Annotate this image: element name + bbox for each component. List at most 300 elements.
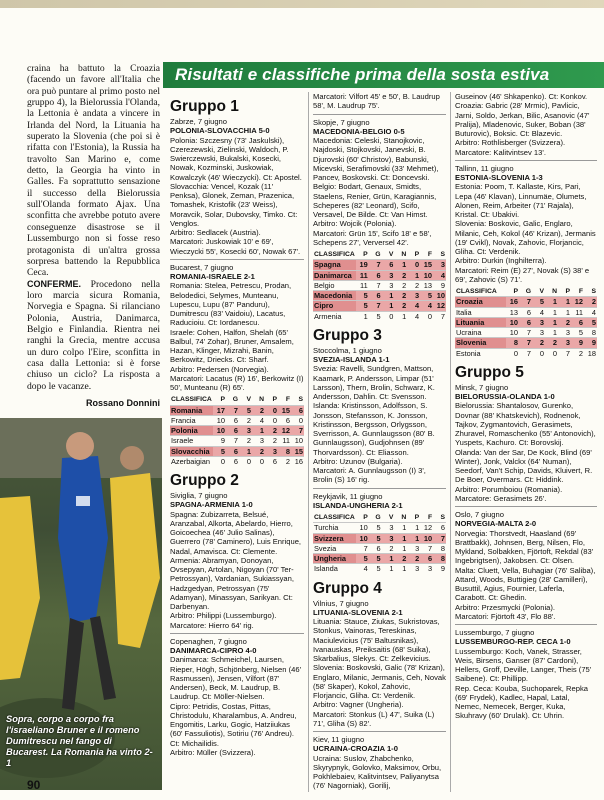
table-header-cell: CLASSIFICA	[456, 288, 497, 295]
match-title: LUSSEMBURGO-REP. CECA 1-0	[455, 637, 571, 647]
stat-cell: 16	[291, 456, 304, 466]
page-title: Risultati e classifiche prima della sosta estiva	[175, 65, 550, 84]
stat-cell: 2	[584, 297, 597, 307]
stat-cell: 5	[420, 291, 433, 301]
referee: Arbitro: Sedlacek (Austria).	[170, 228, 261, 237]
separator	[313, 488, 446, 489]
table-row	[313, 270, 446, 280]
table-header-cell: P	[220, 396, 225, 404]
column-divider	[450, 92, 451, 792]
article-paragraph-2-text: Procedono nella loro marcia sicura Romania, Norvegia e Spagna. Si rilanciano Polonia, Austria, Danimarca, Belgio e Finlandia. Rientra nei ranghi la Grecia, mentre accusa un duro colpo l'Eire, sconfitta in casa dalla Lettonia: si è forse chiuso un ciclo? La risposta a dopo le vacanze.	[27, 278, 160, 392]
table-header-cell: P	[363, 251, 368, 258]
team-name-cell: Macedonia	[313, 291, 356, 301]
match-title: NORVEGIA-MALTA 2-0	[455, 519, 537, 529]
stat-cell: 10	[420, 270, 433, 280]
stat-cell: 2	[394, 280, 407, 290]
team-name-cell: Romania	[170, 405, 213, 415]
table-row	[313, 280, 446, 290]
stat-cell: 9	[433, 564, 446, 574]
team-name-cell: Armenia	[313, 311, 356, 321]
stat-cell: 10	[356, 523, 369, 533]
match-title: SVEZIA-ISLANDA 1-1	[313, 355, 390, 364]
results-column-1	[170, 92, 304, 757]
lineup: Slovacchia: Vencel, Kozak (11' Penksa), Glonek, Zeman, Prazenica, Tomashek, Kristofik (23' Weiss), Moravcik, Solar, Dubovsky, Timko. Ct: Venglos.	[170, 181, 298, 228]
match-title: POLONIA-SLOVACCHIA 5-0	[170, 126, 270, 136]
table-header-cell: G	[232, 396, 238, 404]
table-row	[313, 260, 446, 270]
scorers: Marcatori: Fjörtoft 43', Flo 88'.	[455, 611, 556, 621]
stat-cell: 12	[433, 301, 446, 311]
table-row	[313, 311, 446, 321]
stat-cell: 5	[239, 405, 252, 415]
stat-cell: 7	[369, 260, 382, 270]
stat-cell: 3	[382, 523, 395, 533]
stat-cell: 8	[584, 328, 597, 338]
team-name-cell: Cipro	[313, 301, 356, 311]
stat-cell: 1	[394, 523, 407, 533]
stat-cell: 2	[239, 436, 252, 446]
stat-cell: 12	[420, 523, 433, 533]
stat-cell: 9	[433, 280, 446, 290]
referee: Arbitro: Durkin (Inghilterra).	[455, 256, 547, 266]
table-row	[170, 446, 304, 456]
stat-cell: 7	[433, 311, 446, 321]
stat-cell: 3	[558, 328, 571, 338]
stat-cell: 3	[407, 543, 420, 553]
team-name-cell: Belgio	[313, 280, 356, 290]
stat-cell: 3	[239, 426, 252, 436]
stat-cell: 7	[519, 348, 532, 358]
table-header-row	[170, 395, 304, 405]
scorers: Marcatori: Lacatus (R) 16', Berkowitz (I) 50', Munteanu (R) 65'.	[170, 373, 304, 392]
stat-cell: 2	[558, 317, 571, 327]
table-row	[455, 348, 597, 358]
stat-cell: 6	[433, 523, 446, 533]
stat-cell: 4	[433, 270, 446, 280]
stat-cell: 4	[420, 301, 433, 311]
stat-cell: 7	[558, 348, 571, 358]
table-header-cell: S	[591, 288, 596, 295]
stat-cell: 0	[420, 311, 433, 321]
stat-cell: 7	[369, 301, 382, 311]
table-header-cell: V	[539, 288, 544, 295]
table-header-cell: S	[440, 251, 445, 258]
team-name-cell: Azerbaigian	[170, 456, 213, 466]
match-date: Bucarest, 7 giugno	[170, 262, 234, 272]
article-body	[27, 63, 160, 392]
stat-cell: 3	[252, 436, 265, 446]
stat-cell: 0	[265, 405, 278, 415]
table-header-cell: P	[513, 288, 518, 295]
table-header-cell: G	[375, 514, 381, 521]
referee: Arbitro: Vagner (Ungheria).	[313, 700, 404, 710]
table-row	[455, 307, 597, 317]
scorers: Marcatori: Reim (E) 27', Novak (S) 38' e 69', Zahovic (S) 71'.	[455, 265, 590, 284]
match-title: MACEDONIA-BELGIO 0-5	[313, 126, 405, 136]
team-name-cell: Ungheria	[313, 554, 356, 564]
stat-cell: 6	[571, 317, 584, 327]
match-title: SPAGNA-ARMENIA 1-0	[170, 500, 253, 510]
match-date: Minsk, 7 giugno	[455, 382, 509, 392]
stat-cell: 4	[532, 307, 545, 317]
stat-cell: 5	[369, 564, 382, 574]
match-date: Reykjavik, 11 giugno	[313, 491, 383, 501]
referee: Arbitro: Przesmycki (Polonia).	[455, 602, 556, 612]
table-row	[170, 426, 304, 436]
table-header-cell: CLASSIFICA	[314, 251, 355, 258]
table-row	[170, 456, 304, 466]
table-row	[313, 301, 446, 311]
stat-cell: 11	[571, 307, 584, 317]
table-header-cell: F	[578, 288, 583, 295]
stat-cell: 8	[433, 543, 446, 553]
stat-cell: 0	[239, 456, 252, 466]
lineup: Romania: Stelea, Petrescu, Prodan, Belodedici, Selymes, Munteanu, Lupescu, Lupu (87' Panduru), Dumitrescu (83' Vaidoiu), Lacatus, Raducioiu. Ct: Iordanescu.	[170, 281, 292, 328]
referee: Arbitro: Rothlisberger (Svizzera).	[455, 138, 566, 148]
referee: Arbitro: Uzunov (Bulgaria).	[313, 456, 403, 466]
match-date: Kiev, 11 giugno	[313, 735, 365, 744]
separator	[313, 731, 446, 732]
stat-cell: 9	[213, 436, 226, 446]
stat-cell: 1	[394, 533, 407, 543]
stat-cell: 0	[265, 415, 278, 425]
team-name-cell: Slovenia	[455, 338, 506, 348]
team-name-cell: Italia	[455, 307, 506, 317]
stat-cell: 1	[356, 311, 369, 321]
stat-cell: 2	[278, 456, 291, 466]
stat-cell: 5	[369, 311, 382, 321]
stat-cell: 3	[532, 317, 545, 327]
stat-cell: 1	[382, 291, 395, 301]
lineup: Bielorussia: Shantalosov, Gurenko, Dovnar (88' Khatskevich), Rodnenok, Tajkov, Zygmantovich, Gerasimets, Zhuravel, Romaschenko (55' Antonovich), Yuspets, Kachuro. Ct: Borovskij.	[455, 401, 596, 448]
stat-cell: 2	[407, 280, 420, 290]
separator	[455, 160, 597, 161]
match-date: Skopje, 7 giugno	[313, 117, 370, 127]
match-title: ISLANDA-UNGHERIA 2-1	[313, 500, 403, 510]
table-header-cell: P	[414, 251, 420, 258]
stat-cell: 1	[394, 564, 407, 574]
stat-cell: 6	[519, 307, 532, 317]
stat-cell: 5	[369, 523, 382, 533]
table-row	[313, 291, 446, 301]
table-header-cell: G	[375, 251, 381, 258]
lineup: Cipro: Petridis, Costas, Pittas, Christodulu, Kharalambus, A. Andreu, Engomitis, Larku, Gogic, Hatziiukas (60' Fassuliotis), Sotiriu (76' Andreu). Ct: Michailidis.	[170, 701, 297, 748]
stat-cell: 10	[506, 317, 519, 327]
table-header-cell: F	[427, 514, 433, 521]
stat-cell: 0	[506, 348, 519, 358]
stat-cell: 1	[382, 301, 395, 311]
scorers: Marcatori: Stonkus (L) 47', Suika (L) 71', Gliha (S) 82'.	[313, 709, 435, 728]
table-header-cell: P	[565, 288, 570, 295]
stat-cell: 3	[382, 533, 395, 543]
lineup: Norvegia: Thorstvedt, Haasland (69' Brattbakk), Johnsen, Berg, Nilsen, Flo, Mykland, Solbakken, Fjörtoft, Rekdal (83' Ingebrigtsen), Jakobsen. Ct: Olsen.	[455, 528, 594, 566]
stat-cell: 2	[252, 405, 265, 415]
table-header-cell: CLASSIFICA	[314, 514, 355, 521]
group-2-heading: Gruppo 2	[170, 472, 239, 489]
stat-cell: 0	[382, 311, 395, 321]
table-row	[455, 317, 597, 327]
table-header-cell: G	[525, 288, 531, 295]
lineup: Guseinov (46' Shkapenko). Ct: Konkov.	[455, 92, 588, 101]
table-row	[313, 564, 446, 574]
stat-cell: 12	[278, 426, 291, 436]
stat-cell: 0	[291, 415, 304, 425]
match-title: ROMANIA-ISRAELE 2-1	[170, 272, 255, 281]
stat-cell: 2	[532, 338, 545, 348]
stat-cell: 1	[545, 297, 558, 307]
match-date: Siviglia, 7 giugno	[170, 491, 228, 500]
stat-cell: 8	[433, 554, 446, 564]
stat-cell: 2	[382, 543, 395, 553]
stat-cell: 6	[382, 260, 395, 270]
stat-cell: 1	[545, 317, 558, 327]
stat-cell: 10	[213, 426, 226, 436]
stat-cell: 7	[226, 436, 239, 446]
stat-cell: 3	[265, 446, 278, 456]
stat-cell: 0	[545, 348, 558, 358]
stat-cell: 11	[356, 280, 369, 290]
stat-cell: 7	[420, 543, 433, 553]
lineup: Lussemburgo: Koch, Vanek, Strasser, Weis, Birsens, Ganser (87' Cardoni), Hellers, Groff, Deville, Langer, Theis (75' Saibene). Ct: Phillipp.	[455, 646, 592, 684]
table-row	[170, 436, 304, 446]
stat-cell: 2	[239, 415, 252, 425]
scorers: Marcatori: Grün 15', Scifo 18' e 58', Schepens 27', Verversel 42'.	[313, 228, 432, 247]
stat-cell: 7	[519, 328, 532, 338]
group-5-heading: Gruppo 5	[455, 363, 524, 381]
match-date: Vilnius, 7 giugno	[313, 598, 369, 608]
stat-cell: 5	[369, 533, 382, 543]
separator	[455, 624, 597, 625]
table-header-cell: N	[401, 251, 407, 258]
stat-cell: 2	[394, 554, 407, 564]
scorers: Marcatori: A. Gunnlaugsson (I) 3', Brolin (S) 16' rig.	[313, 466, 426, 485]
stat-cell: 1	[545, 307, 558, 317]
team-name-cell: Islanda	[313, 564, 356, 574]
stat-cell: 6	[226, 456, 239, 466]
stat-cell: 6	[519, 317, 532, 327]
stat-cell: 2	[545, 338, 558, 348]
lineup: Rep. Ceca: Kouba, Suchoparek, Repka (69' Frydek), Kadlec, Hapal, Latal, Nemec, Nemecek, Berger, Kuka, Skuhravy (60' Drulak). Ct: Uhrin.	[455, 683, 588, 721]
stat-cell: 5	[571, 328, 584, 338]
stat-cell: 6	[265, 456, 278, 466]
stat-cell: 10	[506, 328, 519, 338]
stat-cell: 6	[278, 415, 291, 425]
match-photo	[0, 418, 162, 790]
stat-cell: 9	[584, 338, 597, 348]
lineup: Belgio: Bodart, Genaux, Smidts, Staelens, Renier, Grün, Karagiannis, Scheperes (82' Leonard), Scifo, Versavel, De Bilde. Ct: Van Himst.	[313, 182, 437, 219]
stat-cell: 1	[394, 260, 407, 270]
table-header-cell: P	[272, 396, 277, 404]
standings-table-group-2	[313, 250, 446, 321]
stat-cell: 1	[382, 564, 395, 574]
stat-cell: 10	[420, 533, 433, 543]
stat-cell: 13	[420, 280, 433, 290]
stat-cell: 1	[239, 446, 252, 456]
table-row	[455, 328, 597, 338]
stat-cell: 4	[407, 301, 420, 311]
table-row	[455, 338, 597, 348]
lineup: Spagna: Zubizarreta, Belsué, Aranzabal, Alkorta, Abelardo, Hierro, Goicoechea (46' Julio Salinas), Guerrero (78' Caminero), Luis Enrique, Nadal, Amavisca. Ct: Clemente.	[170, 509, 302, 556]
team-name-cell: Svizzera	[313, 533, 356, 543]
table-header-cell: F	[285, 396, 290, 404]
lineup: Polonia: Szczesny (73' Jaskulski), Czerezewski, Zielinski, Waldoch, P. Swierczewski, Bukalski, Kosecki, Nowak, Kozminski, Juskowiak, Kowalczyk (46' Wieczycki). Ct: Apostel.	[170, 135, 302, 182]
match-date: Tallinn, 11 giugno	[455, 163, 514, 173]
stat-cell: 1	[558, 307, 571, 317]
stat-cell: 6	[420, 554, 433, 564]
table-header-cell: CLASSIFICA	[171, 396, 212, 404]
stat-cell: 10	[213, 415, 226, 425]
stat-cell: 6	[226, 415, 239, 425]
table-row	[170, 415, 304, 425]
referee: Arbitro: Porumboiou (Romania).	[455, 484, 563, 494]
article-paragraph-2	[27, 279, 160, 392]
separator	[455, 506, 597, 507]
match-date: Lussemburgo, 7 giugno	[455, 628, 535, 637]
team-name-cell: Israele	[170, 436, 213, 446]
scorers: Marcatore: Gerasimets 26'.	[455, 493, 547, 503]
stat-cell: 11	[356, 270, 369, 280]
match-title: DANIMARCA-CIPRO 4-0	[170, 646, 257, 655]
stat-cell: 4	[584, 307, 597, 317]
stat-cell: 7	[369, 280, 382, 290]
separator	[170, 633, 304, 634]
lineup: Ucraina: Suslov, Zhabchenko, Skyrypnyk, Golovko, Maksimov, Orbu, Pokhlebaiev, Kalitvintsev, Paliyanytsa (76' Nagorniak), Gorilij,	[313, 753, 442, 791]
column-divider	[308, 92, 309, 792]
stat-cell: 15	[278, 405, 291, 415]
referee: Arbitro: Müller (Svizzera).	[170, 747, 256, 757]
team-name-cell: Svezia	[313, 543, 356, 553]
stat-cell: 15	[420, 260, 433, 270]
stat-cell: 5	[356, 301, 369, 311]
lineup: Olanda: Van der Sar, De Kock, Blind (69' Winter), Jonk, Valckx (64' Numan), Seedorf, Van't Schip, Davids, Kluivert, R. De Boer, Overmars. Ct: Hiddink.	[455, 447, 593, 485]
stat-cell: 3	[420, 564, 433, 574]
lineup: Estonia: Poom, T. Kallaste, Kirs, Pari, Lepa (46' Klavan), Linnumäe, Olumets, Alonen, Reim, Arbeiter (71' Rajala), Kristal. Ct: Ubakivi.	[455, 182, 587, 219]
stat-cell: 7	[226, 405, 239, 415]
table-row	[455, 297, 597, 307]
stat-cell: 5	[532, 297, 545, 307]
table-header-row	[313, 513, 446, 523]
stat-cell: 9	[571, 338, 584, 348]
stat-cell: 3	[407, 291, 420, 301]
lineup: Svezia: Ravelli, Sundgren, Mattson, Kaamark, P. Andersson, Limpar (51' Larsson), Thern, Brolin, Schwarz, K. Andersson, Dahlin. Ct: Svensson.	[313, 364, 435, 401]
stat-cell: 19	[356, 260, 369, 270]
article-paragraph-1: craina ha battuto la Croazia (facendo un favore all'Italia che ora può puntare al primo posto nel gruppo 4), la Bielorussia l'Olanda, la Lettonia è andata a vincere in Irlanda del Nord, la Lituania ha superato la Slovenia (che poi si è rifatta con l'Estonia), la Russia ha travolto San Marino e, come detto, la Georgia ha vinto in Galles. Fa soprattutto sensazione il successo della Bielorussia sull'Olanda formato Ajax. Una sconfitta che avrebbe potuto avere conseguenze disastrose se il Lussemburgo non si fosse reso protagonista di un'altra grossa sorpresa battendo la Repubblica Ceca.	[27, 63, 160, 279]
team-name-cell: Turchia	[313, 523, 356, 533]
match-title: UCRAINA-CROAZIA 1-0	[313, 744, 398, 754]
stat-cell: 3	[382, 280, 395, 290]
title-banner	[163, 62, 604, 88]
stat-cell: 3	[532, 328, 545, 338]
results-column-2	[313, 92, 446, 791]
stat-cell: 5	[356, 554, 369, 564]
stat-cell: 5	[369, 554, 382, 564]
separator	[170, 259, 304, 260]
table-row	[170, 405, 304, 415]
article-lead-word: CONFERME.	[27, 278, 81, 289]
lineup: Macedonia: Celeski, Stanojkovic, Najdoski, Stojkovski, Janevski, B. Djurovski (60' Christov), Babunski, Micevski, Serafimovski (33' Mehmet), Pancev, Boskovski. Ct: Doncevski.	[313, 136, 439, 182]
stat-cell: 1	[394, 311, 407, 321]
stat-cell: 10	[291, 436, 304, 446]
match-title: ESTONIA-SLOVENIA 1-3	[455, 173, 543, 182]
match-date: Copenaghen, 7 giugno	[170, 636, 247, 646]
lineup: Armenia: Abramyan, Donoyan, Ovsepyan, Artolan, Nigoyan (70' Ter-Petrossyan), Vardanian, Sukiassyan, Hadzgedyan, Petrossyan (75' Adamyan), Minassyan, Sarikyan. Ct: Darbenyan.	[170, 555, 294, 611]
lineup: Lituania: Stauce, Ziukas, Sukristovas, Stonkus, Vainoras, Tereskinas, Maciulevicius (75' Baltusnikas), Ivanauskas, Preiksaitis (68' Suika), Skarbalius, Slekys. Ct: Zelkevicius.	[313, 617, 440, 663]
table-header-cell: F	[427, 251, 433, 258]
lineup: Croazia: Gabric (28' Mrmic), Pavlicic, Jarni, Soldo, Jerkan, Bilic, Asanovic (47' Pralija), Mladenovic, Suker, Boban (38' Buturovic), Boksic. Ct: Blazevic.	[455, 101, 590, 138]
stat-cell: 13	[506, 307, 519, 317]
stat-cell: 3	[558, 338, 571, 348]
lineup: Islanda: Kristinsson, Adolfsson, S. Jonsson, Stefansson, K. Jonsson, Kristinsson, Bergsson, Orlygsson, Sverrisson, A. Gunnlaugsson (80' B. Gunnlaugsson), Gudjohnsen (89' Thorvardsson). Ct: Eliasson.	[313, 401, 435, 457]
table-header-cell: S	[298, 396, 303, 404]
stat-cell: 1	[558, 297, 571, 307]
table-header-cell: N	[401, 514, 407, 521]
stat-cell: 7	[291, 426, 304, 436]
lineup: Slovenia: Boskovski, Galic (78' Krizan), Englaro, Milanic, Jermanis, Ceh, Novak (58' Skaper), Kokol, Zahovic, Florjancic, Gliha. Ct: Verdenik.	[313, 663, 446, 700]
group-3-heading: Gruppo 3	[313, 326, 382, 344]
stat-cell: 2	[394, 270, 407, 280]
table-row	[313, 543, 446, 553]
stat-cell: 6	[369, 291, 382, 301]
team-name-cell: Estonia	[455, 348, 506, 358]
stat-cell: 1	[382, 554, 395, 564]
stat-cell: 7	[519, 338, 532, 348]
scorers: Marcatore: Kalitvintsev 13'.	[455, 147, 546, 157]
stat-cell: 7	[519, 297, 532, 307]
stat-cell: 2	[394, 301, 407, 311]
referee: Arbitro: Philippi (Lussemburgo).	[170, 611, 277, 621]
table-header-cell: V	[388, 251, 394, 258]
standings-table-group-1	[170, 395, 304, 466]
standings-table-group-3	[313, 513, 446, 574]
stat-cell: 4	[252, 415, 265, 425]
separator	[313, 114, 446, 115]
scorers: Marcatori: Juskowiak 10' e 69', Wieczycki 55', Kosecki 60', Nowak 67'.	[170, 237, 301, 256]
stat-cell: 0	[252, 456, 265, 466]
stat-cell: 15	[291, 446, 304, 456]
stat-cell: 1	[407, 270, 420, 280]
stat-cell: 4	[356, 564, 369, 574]
author-signature: Rossano Donnini	[86, 398, 160, 408]
table-header-cell: V	[246, 396, 251, 404]
stat-cell: 17	[213, 405, 226, 415]
table-header-cell: P	[363, 514, 368, 521]
stat-cell: 2	[265, 426, 278, 436]
photo-caption: Sopra, corpo a corpo fra l'israeliano Bruner e il romeno Dumitrescu nel fango di Bucarest. La Romania ha vinto 2-1	[6, 714, 153, 768]
page-top-edge	[0, 0, 604, 8]
team-name-cell: Lituania	[455, 317, 506, 327]
stat-cell: 5	[584, 317, 597, 327]
stat-cell: 12	[571, 297, 584, 307]
stat-cell: 0	[407, 260, 420, 270]
referee: Arbitro: Wojcik (Polonia).	[313, 219, 397, 229]
stat-cell: 2	[394, 291, 407, 301]
team-name-cell: Croazia	[455, 297, 506, 307]
stat-cell: 4	[407, 311, 420, 321]
group-1-heading: Gruppo 1	[170, 98, 239, 115]
table-row	[313, 523, 446, 533]
lineup: Slovenia: Boskovic, Galic, Englaro, Milanic, Ceh, Kokol (46' Krizan), Jermanis (19' Cvikl), Novak, Zahovic, Florjancic, Gliha. Ct: Verdenik.	[455, 219, 596, 256]
table-header-cell: V	[388, 514, 394, 521]
page-number: 90	[27, 778, 41, 792]
stat-cell: 6	[369, 270, 382, 280]
team-name-cell: Polonia	[170, 426, 213, 436]
group-4-heading: Gruppo 4	[313, 579, 382, 597]
lineup: Danimarca: Schmeichel, Laursen, Rieper, Högh, Schjönberg, Nielsen (46' Rasmussen), Jensen, Vilfort (87' Andersen), Beck, M. Laudrup, B. Laudrup. Ct: Möller-Nielsen.	[170, 655, 302, 702]
stat-cell: 16	[506, 297, 519, 307]
stat-cell: 6	[226, 446, 239, 456]
stat-cell: 5	[356, 291, 369, 301]
table-header-row	[455, 287, 597, 297]
